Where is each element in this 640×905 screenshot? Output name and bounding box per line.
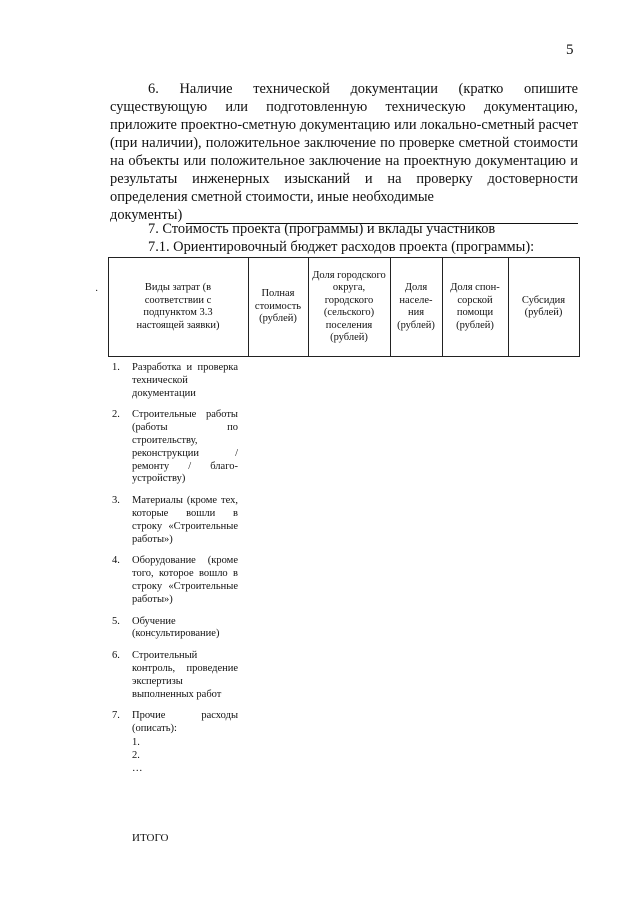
row-label: Строительный контроль, проведение экспертизы выполненных работ (132, 650, 238, 700)
total-label: ИТОГО (132, 832, 169, 844)
header-sponsor-share: Доля спон-сорской помощи (рублей) (450, 282, 500, 331)
row-number: 4. (112, 555, 120, 567)
row-label: Строительные работы (работы по строительству, реконструкции / ремонту / благо-устройству) (132, 409, 238, 485)
row-number: 5. (112, 615, 120, 627)
other-item: 2. (132, 749, 140, 761)
header-subsidy: Субсидия (рублей) (521, 294, 566, 318)
table-row (108, 555, 248, 606)
margin-dot: · (95, 286, 99, 297)
page-number: 5 (566, 42, 574, 58)
section-6-text: 6. Наличие технической документации (кратко опишите существующую или подготовленную техническую документацию, приложите проектно-сметную документацию или локально-сметный расчет (при наличии), положительное заключение по проверке сметной стоимости на объекты или положительное заключение на проектную документацию и результаты инженерных изысканий и на проверку достоверности определения сметной стоимости, иные необходимые (110, 81, 578, 205)
budget-rows (108, 362, 248, 775)
header-municipal-share: Доля городского округа, городского (сельского) поселения (рублей) (312, 269, 386, 343)
budget-table-header (108, 257, 580, 357)
row-number: 7. (112, 710, 120, 722)
table-row (108, 616, 248, 642)
table-right-border (579, 257, 580, 357)
row-label: Материалы (кроме тех, которые вошли в строку «Строительные работы») (132, 495, 238, 545)
header-full-cost: Полная стоимость (рублей) (254, 288, 302, 325)
table-row (108, 409, 248, 486)
row-number: 1. (112, 362, 120, 373)
header-population-share: Доля населе-ния (рублей) (397, 282, 435, 331)
table-row (108, 495, 248, 546)
section-7-title: 7. Стоимость проекта (программы) и вклады участников (148, 221, 496, 237)
row-number: 3. (112, 495, 120, 507)
row-label: Оборудование (кроме того, которое вошло в строку «Строительные работы») (132, 555, 238, 605)
table-row (108, 710, 248, 736)
row-label: Разработка и проверка технической документации (132, 362, 238, 399)
section-6-last-word: документы) (110, 207, 183, 223)
row-label: Обучение (консультирование) (132, 615, 220, 640)
section-6-paragraph (110, 80, 578, 224)
row-label: Прочие расходы (описать): (132, 710, 238, 735)
other-item: … (132, 762, 143, 774)
section-7-1-subtitle: 7.1. Ориентировочный бюджет расходов проекта (программы): (148, 239, 535, 255)
other-item: 1. (132, 736, 140, 748)
row-number: 6. (112, 650, 120, 662)
row-number: 2. (112, 409, 120, 421)
table-row (108, 362, 248, 400)
header-cost-types: Виды затрат (в соответствии с подпунктом 3.3 настоящей заявки) (136, 282, 220, 331)
table-row (108, 650, 248, 701)
